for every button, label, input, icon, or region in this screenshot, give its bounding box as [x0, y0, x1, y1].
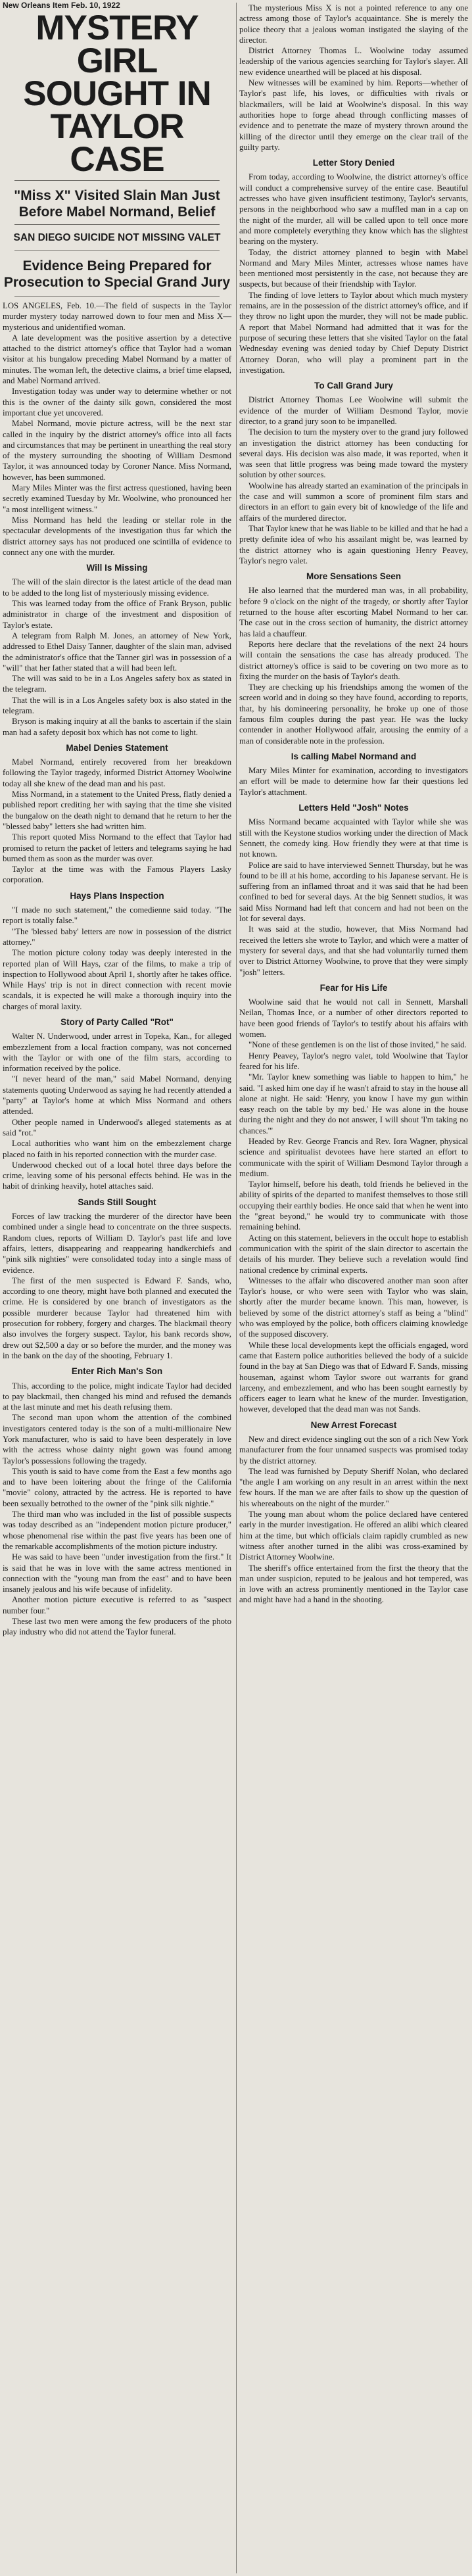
section-heading: Fear for His Life: [319, 982, 388, 993]
paragraph: They are checking up his friendships among the women of the screen world and in doing so they have found, according to reports, that, by his domineering personality, he broke up one of those famous film couples during the past year. He was the lucky contender in another Hollywood affair, arousing the enmity of a man of considerable note in the profession.: [239, 682, 468, 746]
paragraph: The second man upon whom the attention of the combined investigators centered today is the son of a multi-millionaire New York manufacturer, who is said to have been desperately in love with the actress whose dainty night gown was found among Taylor's possessions following the tragedy.: [3, 1413, 231, 1466]
divider: [14, 224, 220, 225]
subheadline: "Miss X" Visited Slain Man Just Before Mabel Normand, Belief: [14, 188, 220, 220]
divider: [14, 180, 220, 181]
section-heading: Will Is Missing: [86, 563, 148, 573]
paragraph: Witnesses to the affair who discovered another man soon after Taylor's house, or who were seen with Taylor who was slain, shortly after the murder became known. This man, however, is believed by some of the district attorney's staff as being a "blind" who was employed by the police, both officers claiming knowledge of the supposed discovery.: [239, 1276, 468, 1339]
paragraph: Today, the district attorney planned to begin with Mabel Normand and Mary Miles Minter, actresses whose names have been mentioned most persistently in the case, not because they are suspects, but because of their friendship with Taylor.: [239, 247, 468, 289]
paragraph: The will was said to be in a Los Angeles safety box as stated in the telegram.: [3, 674, 231, 694]
paragraph: The young man about whom the police declared have centered early in the murder investigation. He offered an alibi which cleared him at the time, but which officials claim rapidly crumbled as new witness after another turned in the alibi was cross-examined by District Attorney Woolwine.: [239, 1510, 468, 1562]
paragraph: A telegram from Ralph M. Jones, an attorney of New York, addressed to Ethel Daisy Tanner, daughter of the slain man, advised the administrator's office that the Tanner girl was in possession of a "will" that her father stated that a will had been left.: [3, 631, 231, 673]
paragraph: District Attorney Thomas Lee Woolwine will submit the evidence of the murder of William Desmond Taylor, movie director, to a grand jury soon to be impanelled.: [239, 395, 468, 426]
paragraph: This report quoted Miss Normand to the effect that Taylor had promised to return the packet of letters and telegrams saying he had burned them as soon as the murder was over.: [3, 832, 231, 863]
paragraph: Miss Normand has held the leading or stellar role in the spectacular developments of the investigation thus far which the district attorney says has not produced one scintilla of evidence to connect any one with the murder.: [3, 515, 231, 557]
paragraph: The first of the men suspected is Edward F. Sands, who, according to one theory, might have both planned and executed the crime. He is considered by one branch of investigators as the possible murderer because Taylor had threatened him with prosecution for robbery, forgery and charges. The blackmail theory also involves the forgery suspect. Taylor, his bank records show, drew out $2,500 a day or so before the murder, and the money was in the bank on the day of the shooting, February 1.: [3, 1276, 231, 1360]
section-heading: Sands Still Sought: [78, 1197, 156, 1207]
paragraph: He also learned that the murdered man was, in all probability, before 9 o'clock on the night of the tragedy, or shortly after Taylor returned to the house after escorting Mabel Normand to her car. The case out in the cross section of humanity, the district attorney has laid a chauffeur.: [239, 586, 468, 638]
paragraph: Miss Normand, in a statement to the United Press, flatly denied a published report crediting her with saying that the time she visited the bungalow on the death night to demand that he return to her the "blessed baby" letters she had written him.: [3, 790, 231, 831]
paragraph: This, according to the police, might indicate Taylor had decided to pay blackmail, then changed his mind and refused the demands at the last minute and met his death refusing them.: [3, 1381, 231, 1412]
divider: [14, 250, 220, 251]
paragraph: The third man who was included in the list of possible suspects was today described as an "independent motion picture producer," whose phenomenal rise within the past five years has been one of the remarkable accomplishments of the motion picture industry.: [3, 1510, 231, 1551]
paragraph: The mysterious Miss X is not a pointed reference to any one actress among those of Taylor's acquaintance. She is merely the police theory that a jealous woman instigated the slaying of the director.: [239, 3, 468, 45]
paragraph: Other people named in Underwood's alleged statements as at said "rot.": [3, 1117, 231, 1137]
subheadline-suicide: SAN DIEGO SUICIDE NOT MISSING VALET: [13, 232, 221, 243]
section-heading: More Sensations Seen: [306, 571, 402, 582]
paragraph: From today, according to Woolwine, the district attorney's office will conduct a comprehensive survey of the entire case. Beautiful actresses who have given insufficient testimony, Taylor's servants, persons in the neighborhood who saw a muffled man in a cap on the night of the murder, all will be called upon to tell once more and more completely everything they know which has the slightest bearing on the mystery.: [239, 172, 468, 247]
section-heading: Letters Held "Josh" Notes: [298, 803, 409, 813]
section-heading: To Call Grand Jury: [314, 381, 393, 391]
paragraph: Bryson is making inquiry at all the banks to ascertain if the slain man had a safety deposit box which has not come to light.: [3, 717, 231, 737]
paragraph: Woolwine said that he would not call in Sennett, Marshall Neilan, Thomas Ince, or a number of other directors reported to have been good friends of Taylor's to testify about his affairs with women.: [239, 997, 468, 1039]
paragraph: New witnesses will be examined by him. Reports—whether of Taylor's past life, his loves, or difficulties with rivals or blackmailers, will be laid at Woolwine's disposal. In this way authorities hope to forge ahead through conflicting masses of evidence and to penetrate the maze of mystery thrown around the killing of the director until they emerge on the clear trail of the guilty party.: [239, 78, 468, 152]
paragraph: Miss Normand became acquainted with Taylor while she was still with the Keystone studios working under the direction of Mack Sennett, the comedy king. How friendly they were at that time is not known.: [239, 817, 468, 859]
paragraph: Forces of law tracking the murderer of the director have been combined under a single head to concentrate on the three suspects. Random clues, reports of William D. Taylor's past life and love affairs, letters, disappearing and reappearing handkerchiefs and "pink silk nighties" were consolidated today into a single mass of evidence.: [3, 1212, 231, 1275]
paragraph: Police are said to have interviewed Sennett Thursday, but he was found to be ill at his home, according to his Japanese servant. He is suffering from an inflamed throat and it was said that he had been confined to bed for several days. At the big Sennett studios, it was said Miss Normand had left that concern and had not been on the lot for several days.: [239, 860, 468, 924]
column-rule: [236, 3, 237, 2573]
paragraph: "I made no such statement," the comedienne said today. "The report is totally false.": [3, 905, 231, 926]
section-heading: Mabel Denies Statement: [66, 742, 168, 753]
paragraph: Taylor himself, before his death, told friends he believed in the ability of spirits of the departed to manifest themselves to those still occupying their earthly bodies. He once said that when he went into the "great beyond," he would try to communicate with those remaining behind.: [239, 1180, 468, 1232]
paragraph: This was learned today from the office of Frank Bryson, public administrator in charge of the investment and disposition of Taylor's estate.: [3, 599, 231, 630]
masthead: New Orleans Item Feb. 10, 1922: [3, 1, 120, 10]
paragraph: The lead was furnished by Deputy Sheriff Nolan, who declared "the angle I am working on any result in an arrest within the next few hours. If the man we are after fails to show up the question of his whereabouts on the night of the murder.": [239, 1466, 468, 1508]
paragraph: Taylor at the time was with the Famous Players Lasky corporation.: [3, 865, 231, 885]
paragraph: "None of these gentlemen is on the list of those invited," he said.: [248, 1040, 467, 1050]
paragraph: LOS ANGELES, Feb. 10.—The field of suspects in the Taylor murder mystery today narrowed down to four men and Miss X—mysterious and unidentified woman.: [3, 301, 231, 332]
article-body: [3, 300, 231, 1638]
paragraph: Walter N. Underwood, under arrest in Topeka, Kan., for alleged embezzlement from a local fraction company, was not concerned with the Taylor or with one of the film stars, according to information received by the police.: [3, 1032, 231, 1074]
paragraph: Headed by Rev. George Francis and Rev. Iora Wagner, physical science and spiritualist devotees have here started an effort to communicate with the spirit of William Desmond Taylor through a medium.: [239, 1136, 468, 1178]
section-heading: Story of Party Called "Rot": [60, 1017, 174, 1027]
paragraph: "The 'blessed baby' letters are now in possession of the district attorney.": [3, 926, 231, 947]
paragraph: He was said to have been "under investigation from the first." It is said that he was in love with the same actress mentioned in connection with the "young man from the east" and to have been insanely jealous and his wife because of infidelity.: [3, 1552, 231, 1594]
left-column: [3, 9, 231, 1638]
paragraph: Local authorities who want him on the embezzlement charge placed no faith in his reported connection with the murder case.: [3, 1139, 231, 1159]
paragraph: These last two men were among the few producers of the photo play industry who did not attend the Taylor funeral.: [3, 1617, 231, 1637]
paragraph: District Attorney Thomas L. Woolwine today assumed leadership of the various agencies searching for Taylor's slayer. All new evidence unearthed will be placed at his disposal.: [239, 46, 468, 77]
paragraph: The finding of love letters to Taylor about which much mystery remains, are in the possession of the district attorney's office, and if they throw no light upon the murder, they will not be made public. A report that Mabel Normand had admitted that it was for the purpose of securing these letters that she visited Taylor on the fatal Wednesday evening was denied today by Chief Deputy District Attorney Doran, who will play a prominent part in the investigation.: [239, 290, 468, 375]
paragraph: That Taylor knew that he was liable to be killed and that he had a pretty definite idea of who his assailant might be, was learned by the district attorney who is again questioning Henry Peavey, Taylor's negro valet.: [239, 523, 468, 565]
paragraph: "Mr. Taylor knew something was liable to happen to him," he said. "I asked him one day if he wasn't afraid to stay in the house all alone at night. He said: 'Henry, you know I have my gun within easy reach on the table by my bed.' He was alone in the house during the night and they do not answer, I will shout 'I'm taking no chances.'": [239, 1072, 468, 1135]
section-heading: Enter Rich Man's Son: [71, 1366, 163, 1377]
paragraph: Acting on this statement, believers in the occult hope to establish communication with the spirit of the slain director to ascertain the details of his murder. They believe such a revelation would find national credence by criminal experts.: [239, 1233, 468, 1275]
paragraph: This youth is said to have come from the East a few months ago and to have been loitering about the fringe of the California "movie" colony, attracted by the actress. He is reported to have been sexually betrothed to the owner of the "pink silk nightie.": [3, 1466, 231, 1508]
paragraph: The motion picture colony today was deeply interested in the reported plan of Will Hays, czar of the films, to make a trip of inspection to Hollywood about April 1, shortly after he takes office. While Hays' trip is not in direct connection with recent movie scandals, it is expected he will make a thorough inquiry into the charges of moral laxity.: [3, 948, 231, 1011]
section-heading: New Arrest Forecast: [310, 1419, 397, 1430]
paragraph: Another motion picture executive is referred to as "suspect number four.": [3, 1595, 231, 1615]
paragraph: That the will is in a Los Angeles safety box is also stated in the telegram.: [3, 695, 231, 715]
paragraph: The will of the slain director is the latest article of the dead man to be added to the long list of mysteriously missing evidence.: [3, 577, 231, 598]
paragraph: Investigation today was under way to determine whether or not this is the owner of the dainty silk gown, considered the most important clue yet uncovered.: [3, 387, 231, 417]
paragraph: Woolwine has already started an examination of the principals in the case and will summon a score of prominent film stars and directors in an effort to gain every bit of knowledge of the life and affairs of the murdered director.: [239, 481, 468, 523]
paragraph: Mabel Normand, movie picture actress, will be the next star called in the inquiry by the district attorney's office into all facts and circumstances that may be pertinent in unearthing the real story of the mystery surrounding the shooting of William Desmond Taylor, it was announced today by Coroner Nance. Miss Normand, however, has been summoned.: [3, 419, 231, 482]
paragraph: The sheriff's office entertained from the first the theory that the man under suspicion, reputed to be jealous and hot tempered, was in love with an actress prominently mentioned in the Taylor case and might have had a hand in the shooting.: [239, 1563, 468, 1605]
paragraph: Mary Miles Minter was the first actress questioned, having been secretly examined Tuesday by Mr. Woolwine, who pronounced her "a most intelligent witness.": [3, 483, 231, 514]
paragraph: Mary Miles Minter for examination, according to investigators an effort will be made to determine how far their questions led Taylor's attachment.: [239, 766, 468, 797]
paragraph: The decision to turn the mystery over to the grand jury followed an investigation the district attorney has been conducting for several days. His decision was also made, it was reported, when it was seen that little progress was being made toward the mystery solution by other sources.: [239, 427, 468, 480]
section-heading: Hays Plans Inspection: [70, 890, 164, 901]
paragraph: New and direct evidence singling out the son of a rich New York manufacturer from the four unnamed suspects was promised today by the district attorney.: [239, 1435, 468, 1466]
paragraph: Underwood checked out of a local hotel three days before the crime, leaving some of his personal effects behind. He was in the habit of drinking heavily, hotel attaches said.: [3, 1160, 231, 1191]
paragraph: A late development was the positive assertion by a detective attached to the district attorney's office that Taylor had a woman visitor at his bungalow preceding Mabel Normand by a matter of minutes. The woman left, the detective claims, a brief time elapsed, and Mabel Normand arrived.: [3, 333, 231, 386]
right-column: [239, 3, 468, 1606]
paragraph: "I never heard of the man," said Mabel Normand, denying statements quoting Underwood as saying he had recently attended a "party" at Taylor's home at which Miss Normand and others attended.: [3, 1074, 231, 1116]
divider: [14, 296, 220, 297]
headline: MYSTERY GIRL SOUGHT IN TAYLOR CASE: [23, 9, 211, 179]
paragraph: Mabel Normand, entirely recovered from her breakdown following the Taylor tragedy, informed District Attorney Woolwine today all she knew of the dead man and his past.: [3, 757, 231, 788]
paragraph: It was said at the studio, however, that Miss Normand had received the letters she wrote to Taylor, and which were a matter of mystery for several days, and that she had voluntarily turned them over to District Attorney Woolwine, to prove that they were simply "josh" letters.: [239, 924, 468, 977]
paragraph: Reports here declare that the revelations of the next 24 hours will contain the sensations the case has already produced. The district attorney's office is said to be covering on two more as to fixing the murder on the basis of Taylor's death.: [239, 639, 468, 681]
subheadline-evidence: Evidence Being Prepared for Prosecution to Special Grand Jury: [3, 258, 231, 290]
section-heading: Letter Story Denied: [312, 158, 395, 168]
section-heading: Is calling Mabel Normand and: [291, 751, 417, 761]
paragraph: While these local developments kept the officials engaged, word came that Eastern police authorities believed the body of a suicide found in the bay at San Diego was that of Edward F. Sands, missing houseman, against whom Taylor swore out warrants for grand larceny, and embezzlement, and who has been sought earnestly by officers eager to learn what he knew of the murder. Investigation, however, developed that the dead man was not Sands.: [239, 1340, 468, 1414]
paragraph: Henry Peavey, Taylor's negro valet, told Woolwine that Taylor feared for his life.: [239, 1051, 468, 1071]
